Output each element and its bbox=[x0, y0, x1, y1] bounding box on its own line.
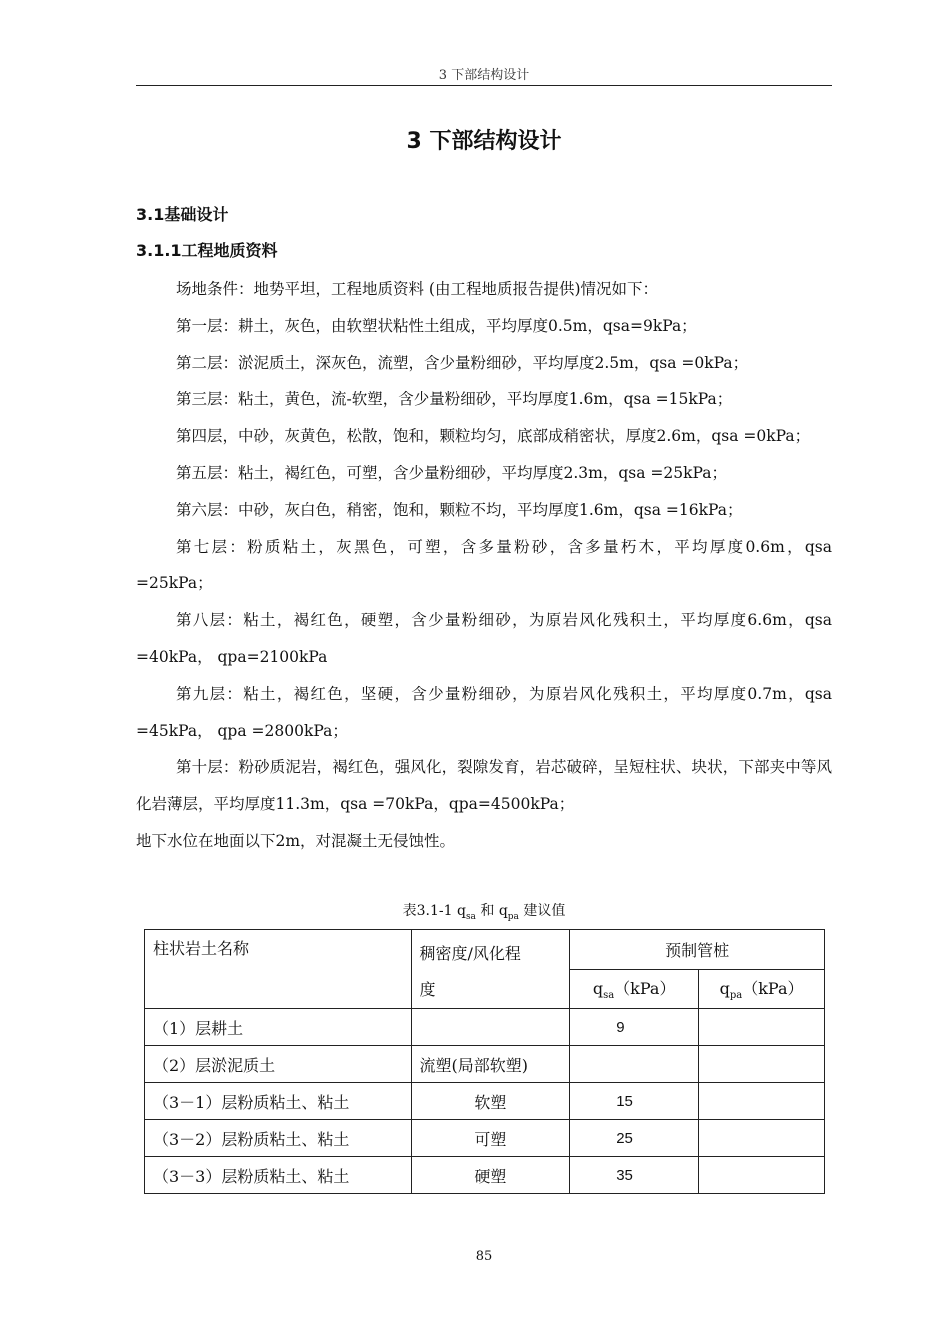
soil-parameter-table bbox=[144, 929, 825, 1194]
header-qpa-unit: （kPa） bbox=[742, 979, 804, 999]
table-caption bbox=[136, 900, 832, 922]
header-qpa bbox=[699, 969, 825, 1009]
header-density bbox=[411, 930, 570, 1009]
header-qsa-q: q bbox=[592, 979, 604, 999]
cell-qpa bbox=[699, 1046, 825, 1083]
paragraph-layer-10: 第十层：粉砂质泥岩，褐红色，强风化，裂隙发育，岩芯破碎，呈短柱状、块状，下部夹中等风化岩薄层，平均厚度11.3m，qsa =70kPa，qpa=4500kPa； bbox=[136, 758, 832, 814]
cell-density bbox=[411, 1009, 570, 1046]
running-header: 3 下部结构设计 bbox=[438, 68, 530, 83]
table-row bbox=[145, 1120, 825, 1157]
section-heading-3-1: 3.1基础设计 bbox=[136, 205, 229, 224]
paragraph-site: 场地条件：地势平坦，工程地质资料 (由工程地质报告提供)情况如下： bbox=[176, 280, 659, 298]
section-heading-3-1-1: 3.1.1工程地质资料 bbox=[136, 241, 278, 260]
body-text bbox=[136, 271, 832, 860]
cell-qpa bbox=[699, 1083, 825, 1120]
header-density-line1: 稠密度/风化程 bbox=[419, 944, 521, 963]
cell-density: 软塑 bbox=[411, 1083, 570, 1120]
paragraph-layer-4: 第四层，中砂，灰黄色，松散，饱和，颗粒均匀，底部成稍密状，厚度2.6m，qsa =0kPa； bbox=[176, 427, 811, 446]
cell-qpa bbox=[699, 1120, 825, 1157]
cell-density: 可塑 bbox=[411, 1120, 570, 1157]
cell-qsa: 9 bbox=[570, 1009, 699, 1046]
table-row bbox=[145, 1083, 825, 1120]
table-header-row bbox=[145, 930, 825, 970]
paragraph-layer-2: 第二层：淤泥质土，深灰色，流塑，含少量粉细砂，平均厚度2.5m，qsa =0kPa； bbox=[176, 353, 749, 372]
cell-qsa bbox=[570, 1046, 699, 1083]
header-qsa-sub: sa bbox=[603, 990, 615, 1002]
chapter-title: 3 下部结构设计 bbox=[406, 129, 562, 154]
paragraph-layer-7: 第七层：粉质粘土，灰黑色，可塑，含多量粉砂，含多量朽木，平均厚度0.6m，qsa =25kPa； bbox=[136, 537, 832, 593]
cell-qsa: 35 bbox=[570, 1157, 699, 1194]
header-qsa-unit: （kPa） bbox=[614, 979, 676, 999]
header-density-line2: 度 bbox=[419, 980, 436, 999]
cell-density: 硬塑 bbox=[411, 1157, 570, 1194]
cell-density: 流塑(局部软塑) bbox=[411, 1046, 570, 1083]
paragraph-layer-8: 第八层：粘土，褐红色，硬塑，含少量粉细砂，为原岩风化残积土，平均厚度6.6m，qsa =40kPa， qpa=2100kPa bbox=[136, 611, 832, 666]
cell-qsa: 25 bbox=[570, 1120, 699, 1157]
header-precast-pile: 预制管桩 bbox=[570, 930, 825, 970]
cell-name: （1）层耕土 bbox=[145, 1009, 412, 1046]
table-row bbox=[145, 1157, 825, 1194]
caption-mid: 和 q bbox=[475, 903, 508, 919]
paragraph-layer-6: 第六层：中砂，灰白色，稍密，饱和，颗粒不均，平均厚度1.6m，qsa =16kPa； bbox=[176, 500, 743, 519]
page-number: 85 bbox=[475, 1249, 493, 1264]
caption-sub-pa: pa bbox=[507, 911, 519, 922]
caption-prefix: 表3.1-1 q bbox=[402, 903, 466, 919]
paragraph-layer-5: 第五层：粘土，褐红色，可塑，含少量粉细砂，平均厚度2.3m，qsa =25kPa； bbox=[176, 463, 727, 482]
table-row bbox=[145, 1046, 825, 1083]
cell-name: （2）层淤泥质土 bbox=[145, 1046, 412, 1083]
cell-qpa bbox=[699, 1157, 825, 1194]
caption-suffix: 建议值 bbox=[518, 903, 566, 919]
header-qpa-sub: pa bbox=[729, 990, 743, 1002]
paragraph-layer-1: 第一层：耕土，灰色，由软塑状粘性土组成，平均厚度0.5m，qsa=9kPa； bbox=[176, 316, 697, 335]
paragraph-layer-3: 第三层：粘土，黄色，流-软塑，含少量粉细砂，平均厚度1.6m，qsa =15kPa； bbox=[176, 390, 733, 409]
cell-name: （3－2）层粉质粘土、粘土 bbox=[145, 1120, 412, 1157]
header-soil-name: 柱状岩土名称 bbox=[145, 930, 412, 1009]
paragraph-layer-9: 第九层：粘土，褐红色，坚硬，含少量粉细砂，为原岩风化残积土，平均厚度0.7m，qsa =45kPa， qpa =2800kPa； bbox=[136, 684, 832, 740]
header-qsa bbox=[570, 969, 699, 1009]
cell-name: （3－3）层粉质粘土、粘土 bbox=[145, 1157, 412, 1194]
caption-sub-sa: sa bbox=[465, 911, 476, 922]
cell-name: （3－1）层粉质粘土、粘土 bbox=[145, 1083, 412, 1120]
cell-qsa: 15 bbox=[570, 1083, 699, 1120]
table-row bbox=[145, 1009, 825, 1046]
header-rule bbox=[136, 85, 832, 86]
header-qpa-q: q bbox=[719, 979, 730, 999]
cell-qpa bbox=[699, 1009, 825, 1046]
paragraph-groundwater: 地下水位在地面以下2m，对混凝土无侵蚀性。 bbox=[136, 831, 456, 850]
